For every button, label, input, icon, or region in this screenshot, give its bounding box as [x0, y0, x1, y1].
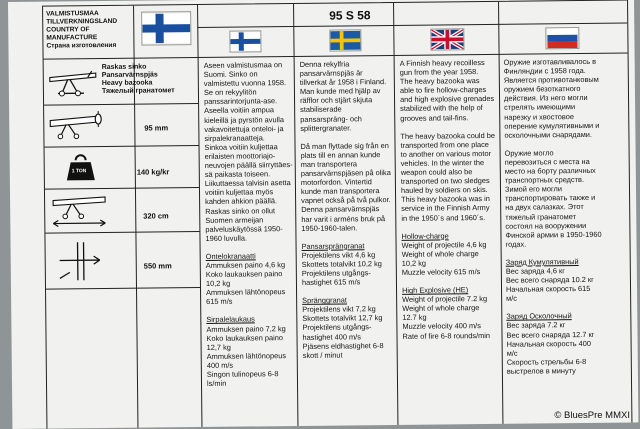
text-line: 10,2 kg — [205, 278, 231, 289]
text-line: grooves and tail-fins. — [400, 112, 469, 123]
copyright-watermark: © BluesPre MMXI — [554, 410, 630, 421]
country-header-label: VALMISTUSMAA TILLVERKNINGSLAND COUNTRY OF MANUFACTURE Страна изготовления — [46, 10, 118, 50]
text-line: Denna pansarvärnspjäs — [301, 204, 380, 215]
text-line: Singon tulinopeus 6-8 — [206, 369, 279, 379]
text-line: Raskas sinko on ollut — [205, 205, 276, 216]
text-line: Pjäsens eldhastighet 6-8 — [302, 340, 384, 351]
finnish-description — [204, 60, 296, 243]
russian-frag-specs — [506, 320, 631, 376]
text-line: осколочными снарядами. — [504, 129, 592, 140]
swedish-frag-specs — [302, 304, 397, 360]
text-line: Оружие могло — [504, 148, 554, 158]
text-line: skott / minut — [302, 350, 343, 360]
text-line: 1950-1960-talen. — [301, 222, 358, 233]
weapon-side-icon — [48, 66, 100, 104]
text-line: hauled by soldiers on skis. — [400, 185, 488, 196]
text-line: Зимой его могли — [504, 184, 562, 195]
english-text — [400, 58, 503, 341]
text-line: Då man flyttade sig från en — [300, 140, 389, 151]
finnish-frag-specs — [206, 324, 297, 389]
text-line: Weight of projectile 7.2 kg — [402, 294, 488, 305]
text-line: Вес заряда 7.2 кг — [506, 320, 566, 331]
text-line: Вес заряда 4,6 кг — [505, 266, 565, 276]
text-line: 12,7 kg — [206, 342, 231, 352]
text-line: service in the Finnish Army — [401, 203, 490, 214]
text-line: and high explosive grenades — [399, 94, 495, 105]
swedish-heat-specs — [302, 250, 396, 287]
text-line: Начальная скорость 400 — [506, 338, 591, 349]
text-line: состоял на вооружении — [505, 220, 587, 231]
weight-value: 140 kg/kr — [136, 167, 170, 177]
finnish-heat-specs — [206, 260, 296, 306]
text-line: Weight of whole charge — [402, 303, 480, 314]
text-line: palveluskäytössä 1950- — [205, 223, 283, 234]
finnish-text — [204, 60, 297, 388]
weight-icon-text: 1 TON — [71, 168, 87, 175]
text-line: Suomen armeijan — [205, 214, 264, 225]
text-line: vapnet också på två pulkor. — [301, 195, 391, 206]
swedish-text — [300, 59, 397, 360]
text-line: motorfordon. Vintertid — [300, 177, 372, 188]
text-line: стрелять имеющими — [504, 102, 576, 113]
uk-flag — [430, 28, 464, 50]
text-line: This heavy bazooka was in — [401, 194, 490, 205]
text-line: Man kunde med hjälp av — [299, 86, 381, 97]
text-line: Aseen valmistusmaa on — [203, 60, 283, 70]
text-line: sä paikasta toiseen. — [204, 169, 271, 180]
range-icon — [55, 238, 106, 290]
text-line: Suomi. Sinko on — [203, 69, 258, 80]
swedish-heat-heading: Pansarsprängranat — [301, 240, 365, 251]
russia-flag — [545, 27, 579, 49]
weapon-title: 95 S 58 — [329, 8, 371, 23]
sweden-flag — [329, 29, 361, 51]
text-line: Se on rekyylitön — [203, 87, 257, 98]
text-line: место на борту различных — [504, 165, 596, 176]
info-table — [42, 0, 632, 429]
info-placard — [8, 0, 638, 429]
text-line: Sinkoa voitiin kuljettaa — [204, 142, 278, 152]
text-line: Weight of projectile 4,6 kg — [401, 239, 487, 250]
caliber-value: 95 mm — [144, 123, 169, 133]
text-line: Koko laukauksen paino — [205, 269, 283, 280]
text-line: Denna rekylfria — [299, 59, 350, 69]
text-line: Финляндии с 1958 года. — [503, 66, 586, 76]
text-line: man transportera — [300, 159, 358, 169]
text-line: 400 m/s — [206, 360, 234, 370]
text-line: Liikuttaessa talvisin asetta — [204, 178, 291, 189]
text-line: выстрелов в минуту — [506, 365, 576, 376]
text-line: vakavoitettuja onteloi- ja — [204, 123, 284, 134]
text-line: kunde man transportera — [300, 186, 380, 197]
text-line: The heavy bazooka could be — [400, 130, 495, 141]
swedish-frag-heading: Spränggranat — [302, 295, 347, 306]
text-line: Оружие изготавливалось в — [503, 56, 597, 67]
text-line: 10,2 kg — [401, 258, 427, 268]
text-line: Начальная скорость 615 — [505, 284, 591, 294]
text-line: transported on two sledges — [400, 176, 490, 187]
range-value: 550 mm — [143, 261, 172, 271]
text-line: Ammuksen paino 7,2 kg — [206, 323, 286, 334]
text-line: in the 1950´s and 1960´s. — [401, 212, 486, 223]
text-line: tillverkat år 1958 i Finland. — [299, 77, 387, 88]
text-line: транспортировать также и — [505, 193, 596, 204]
text-line: voitiin kuljettaa myös — [204, 187, 274, 198]
text-line: erilaisten moottoriajo- — [204, 151, 276, 161]
english-heat-heading: Hollow-charge — [401, 230, 449, 241]
text-line: sirpalekranaatteja. — [204, 133, 265, 143]
finnish-frag-heading: Sirpalelaukaus — [206, 314, 255, 325]
text-line: pansarvärnspjäsen på olika — [300, 168, 391, 178]
text-line: Projektilens vikt 7,2 kg — [302, 304, 376, 315]
text-line: har varit i arméns bruk på — [301, 213, 386, 224]
text-line: оперение кумулятивными и — [504, 120, 600, 131]
text-line: Muzzle velocity 615 m/s — [401, 267, 481, 277]
text-line: hastighet 400 m/s — [302, 331, 361, 342]
text-line: действия. Из него могли — [503, 93, 588, 104]
text-line: Rate of fire 6-8 rounds/min — [402, 330, 491, 341]
text-line: pansarvärnspjäs är — [299, 68, 363, 79]
text-line: ls/min — [206, 378, 227, 389]
text-line: valmistettu vuonna 1958. — [203, 78, 287, 89]
finland-flag-large — [141, 11, 191, 46]
english-frag-specs — [402, 294, 502, 341]
text-line: weapon could also be — [400, 167, 473, 177]
length-value: 320 cm — [143, 211, 169, 221]
text-line: Muzzle velocity 400 m/s — [402, 321, 481, 332]
weight-icon — [65, 152, 97, 187]
text-line: 615 m/s — [206, 297, 233, 307]
russian-frag-heading: Заряд Осколочный — [506, 311, 572, 322]
text-line: kahden ahkion päällä. — [205, 196, 278, 207]
text-line: Ammuksen paino 4,6 kg — [205, 260, 286, 270]
text-line: Skottets totalvikt 10,2 kg — [301, 258, 382, 269]
text-line: Koko laukauksen paino — [206, 332, 284, 343]
text-line: перевозиться с места на — [504, 156, 590, 167]
text-line: Projektilens utgångs- — [301, 268, 371, 278]
english-heat-specs — [402, 240, 502, 277]
caliber-icon — [48, 110, 106, 146]
text-line: Вес всего снаряда 12.7 кг — [506, 329, 595, 340]
text-line: stabilized with the help of — [400, 103, 483, 114]
text-line: Финской армии в 1950-1960 — [505, 229, 602, 240]
weapon-name-label: Raskas sinko Pansarvärnspjäs Heavy bazooka Тяжелый гранатомет — [101, 63, 175, 96]
text-line: Skottets totalvikt 12,7 kg — [302, 313, 383, 324]
russian-heat-specs — [506, 265, 630, 303]
text-line: годах. — [505, 239, 527, 249]
text-line: Projektilens vikt 4,6 kg — [301, 249, 376, 260]
text-line: vehicles. In the winter the — [400, 157, 485, 168]
text-line: м/с — [506, 348, 518, 358]
russian-heat-heading: Заряд Кумулятивный — [505, 256, 579, 267]
swedish-description — [300, 59, 396, 233]
text-line: оружием безоткатного — [503, 84, 581, 95]
text-line: pansarspräng- och — [300, 113, 362, 124]
text-line: 12.7 kg — [402, 312, 427, 323]
text-line: räfflor och stjärt skjuta — [300, 95, 373, 106]
text-line: transported from one place — [400, 139, 489, 150]
text-line: stabiliserade — [300, 104, 342, 115]
text-line: neuvojen päällä siirryttäes- — [204, 160, 293, 170]
text-line: able to fire hollow-charges — [399, 85, 487, 96]
text-line: 1960 luvulla. — [205, 233, 248, 243]
text-line: panssarintorjunta-ase. — [204, 96, 278, 107]
text-line: kieleillä ja pyrstön avulla — [204, 114, 284, 125]
text-line: plats till en annan kunde — [300, 149, 381, 160]
text-line: на двух салазках. Этот — [505, 202, 584, 213]
text-line: Aseella voitiin ampua — [204, 105, 275, 116]
russian-description — [504, 57, 630, 249]
text-line: Ammuksen lähtönopeus — [206, 350, 287, 361]
text-line: splittergranater. — [300, 123, 352, 133]
english-description — [400, 58, 502, 223]
text-line: Является противотанковым — [503, 75, 599, 85]
text-line: hastighet 615 m/s — [301, 277, 361, 287]
text-line: транспортных средств. — [504, 175, 585, 185]
finland-flag — [229, 30, 261, 52]
text-line: to another on various motor — [400, 148, 492, 159]
text-line: тяжелый гранатомет — [505, 211, 577, 222]
text-line: Скорость стрельбы 6-8 — [506, 356, 587, 367]
finnish-heat-heading: Ontelokranaatti — [205, 251, 256, 261]
text-line: gun from the year 1958. — [399, 67, 479, 77]
text-line: Projektilens utgångs- — [302, 322, 372, 333]
text-line: The heavy bazooka was — [399, 76, 480, 87]
text-line: м/с — [506, 293, 518, 304]
text-line: Weight of whole charge — [401, 248, 479, 259]
text-line: A Finnish heavy recoilless — [399, 58, 485, 68]
english-frag-heading: High Explosive (HE) — [401, 285, 469, 295]
text-line: Вес всего снаряда 10.2 кг — [505, 274, 594, 285]
length-icon — [49, 192, 109, 234]
text-line: Ammuksen lähtönopeus — [206, 287, 286, 298]
russian-text — [504, 57, 631, 376]
text-line: нарезку и хвостовое — [504, 111, 574, 122]
